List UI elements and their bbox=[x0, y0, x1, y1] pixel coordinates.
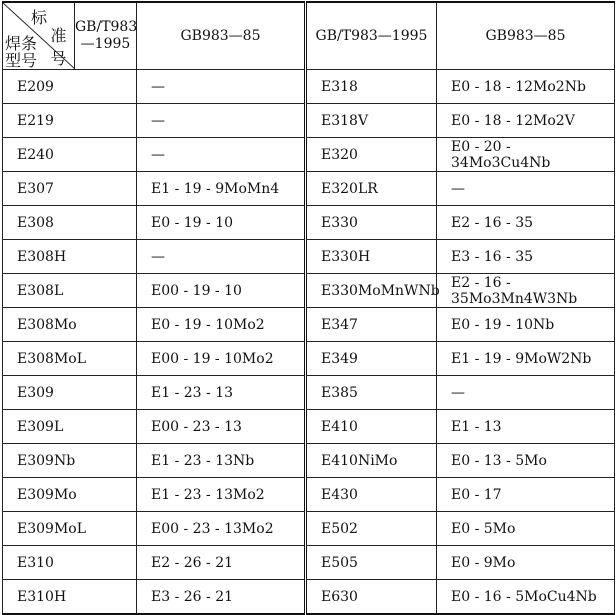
electrode-type-cell: E309MoL bbox=[3, 512, 137, 546]
gb983-85-cell: E1 - 23 - 13Mo2 bbox=[137, 478, 306, 512]
table-row bbox=[3, 206, 615, 240]
table-row bbox=[3, 546, 615, 580]
corner-label-electrode-2: 型号 bbox=[5, 51, 38, 70]
header-row bbox=[3, 2, 615, 70]
gb983-85-cell-right: E2 - 16 - 35Mo3Mn4W3Nb bbox=[437, 274, 615, 308]
table-row bbox=[3, 308, 615, 342]
table-row bbox=[3, 512, 615, 546]
electrode-type-cell: E308Mo bbox=[3, 308, 137, 342]
gb983-85-cell-right: E1 - 13 bbox=[437, 410, 615, 444]
electrode-type-cell-right: E330MoMnWNb bbox=[306, 274, 437, 308]
gb983-85-cell: E0 - 19 - 10Mo2 bbox=[137, 308, 306, 342]
electrode-type-cell-right: E505 bbox=[306, 546, 437, 580]
electrode-type-cell: E308L bbox=[3, 274, 137, 308]
gb983-85-cell: E1 - 19 - 9MoMn4 bbox=[137, 172, 306, 206]
header-col2-line2: —1995 bbox=[80, 36, 131, 52]
gb983-85-cell: — bbox=[137, 138, 306, 172]
corner-label-standard-1: 标 bbox=[31, 8, 48, 27]
electrode-type-cell: E310H bbox=[3, 580, 137, 615]
electrode-type-cell-right: E330H bbox=[306, 240, 437, 274]
gb983-85-cell-right: E1 - 19 - 9MoW2Nb bbox=[437, 342, 615, 376]
gb983-85-cell: E00 - 19 - 10 bbox=[137, 274, 306, 308]
gb983-85-cell-right: E0 - 18 - 12Mo2V bbox=[437, 104, 615, 138]
gb983-85-cell-right: E0 - 19 - 10Nb bbox=[437, 308, 615, 342]
gb983-85-cell-right: E0 - 9Mo bbox=[437, 546, 615, 580]
electrode-type-cell: E240 bbox=[3, 138, 137, 172]
table-row bbox=[3, 580, 615, 615]
header-col2-line1: GB/T983 bbox=[75, 19, 138, 35]
electrode-type-cell-right: E385 bbox=[306, 376, 437, 410]
electrode-type-cell: E308 bbox=[3, 206, 137, 240]
table-row bbox=[3, 410, 615, 444]
gb983-85-cell-right: — bbox=[437, 376, 615, 410]
table-row bbox=[3, 70, 615, 104]
gb983-85-cell: E0 - 19 - 10 bbox=[137, 206, 306, 240]
electrode-comparison-table bbox=[2, 1, 615, 615]
gb983-85-cell-right: — bbox=[437, 172, 615, 206]
electrode-type-cell-right: E318 bbox=[306, 70, 437, 104]
electrode-type-cell: E309Nb bbox=[3, 444, 137, 478]
gb983-85-cell: E00 - 19 - 10Mo2 bbox=[137, 342, 306, 376]
electrode-type-cell-right: E347 bbox=[306, 308, 437, 342]
electrode-type-cell-right: E630 bbox=[306, 580, 437, 615]
gb983-85-cell-right: E0 - 17 bbox=[437, 478, 615, 512]
electrode-type-cell: E309 bbox=[3, 376, 137, 410]
header-gbt983-1995-left bbox=[75, 2, 137, 70]
table-row bbox=[3, 376, 615, 410]
gb983-85-cell: — bbox=[137, 70, 306, 104]
gb983-85-cell: E1 - 23 - 13 bbox=[137, 376, 306, 410]
electrode-type-cell-right: E410 bbox=[306, 410, 437, 444]
gb983-85-cell-right: E0 - 18 - 12Mo2Nb bbox=[437, 70, 615, 104]
electrode-type-cell: E209 bbox=[3, 70, 137, 104]
gb983-85-cell-right: E0 - 13 - 5Mo bbox=[437, 444, 615, 478]
table-row bbox=[3, 172, 615, 206]
electrode-type-cell: E310 bbox=[3, 546, 137, 580]
electrode-type-cell-right: E320 bbox=[306, 138, 437, 172]
gb983-85-cell: E3 - 26 - 21 bbox=[137, 580, 306, 615]
corner-label-electrode-1: 焊条 bbox=[5, 34, 38, 53]
table-row bbox=[3, 104, 615, 138]
table-row bbox=[3, 444, 615, 478]
electrode-type-cell-right: E410NiMo bbox=[306, 444, 437, 478]
gb983-85-cell: E2 - 26 - 21 bbox=[137, 546, 306, 580]
diagonal-header-cell bbox=[3, 2, 75, 70]
gb983-85-cell-right: E2 - 16 - 35 bbox=[437, 206, 615, 240]
electrode-type-cell-right: E502 bbox=[306, 512, 437, 546]
gb983-85-cell-right: E0 - 16 - 5MoCu4Nb bbox=[437, 580, 615, 615]
electrode-type-cell-right: E349 bbox=[306, 342, 437, 376]
table-row bbox=[3, 342, 615, 376]
gb983-85-cell-right: E3 - 16 - 35 bbox=[437, 240, 615, 274]
table-row bbox=[3, 478, 615, 512]
gb983-85-cell: E00 - 23 - 13 bbox=[137, 410, 306, 444]
electrode-type-cell: E309Mo bbox=[3, 478, 137, 512]
gb983-85-cell-right: E0 - 5Mo bbox=[437, 512, 615, 546]
electrode-type-cell-right: E318V bbox=[306, 104, 437, 138]
gb983-85-cell: E1 - 23 - 13Nb bbox=[137, 444, 306, 478]
electrode-type-cell: E308MoL bbox=[3, 342, 137, 376]
table-row bbox=[3, 240, 615, 274]
header-gb983-85-left: GB983—85 bbox=[137, 2, 306, 70]
table-row bbox=[3, 138, 615, 172]
electrode-type-cell-right: E330 bbox=[306, 206, 437, 240]
gb983-85-cell: — bbox=[137, 104, 306, 138]
electrode-type-cell-right: E320LR bbox=[306, 172, 437, 206]
corner-label-standard-2: 准号 bbox=[50, 26, 67, 68]
table-row bbox=[3, 274, 615, 308]
header-gb983-85-right: GB983—85 bbox=[437, 2, 615, 70]
electrode-type-cell: E307 bbox=[3, 172, 137, 206]
electrode-type-cell: E308H bbox=[3, 240, 137, 274]
gb983-85-cell: — bbox=[137, 240, 306, 274]
electrode-type-cell: E219 bbox=[3, 104, 137, 138]
electrode-type-cell: E309L bbox=[3, 410, 137, 444]
gb983-85-cell: E00 - 23 - 13Mo2 bbox=[137, 512, 306, 546]
gb983-85-cell-right: E0 - 20 - 34Mo3Cu4Nb bbox=[437, 138, 615, 172]
header-gbt983-1995-right: GB/T983—1995 bbox=[306, 2, 437, 70]
electrode-type-cell-right: E430 bbox=[306, 478, 437, 512]
